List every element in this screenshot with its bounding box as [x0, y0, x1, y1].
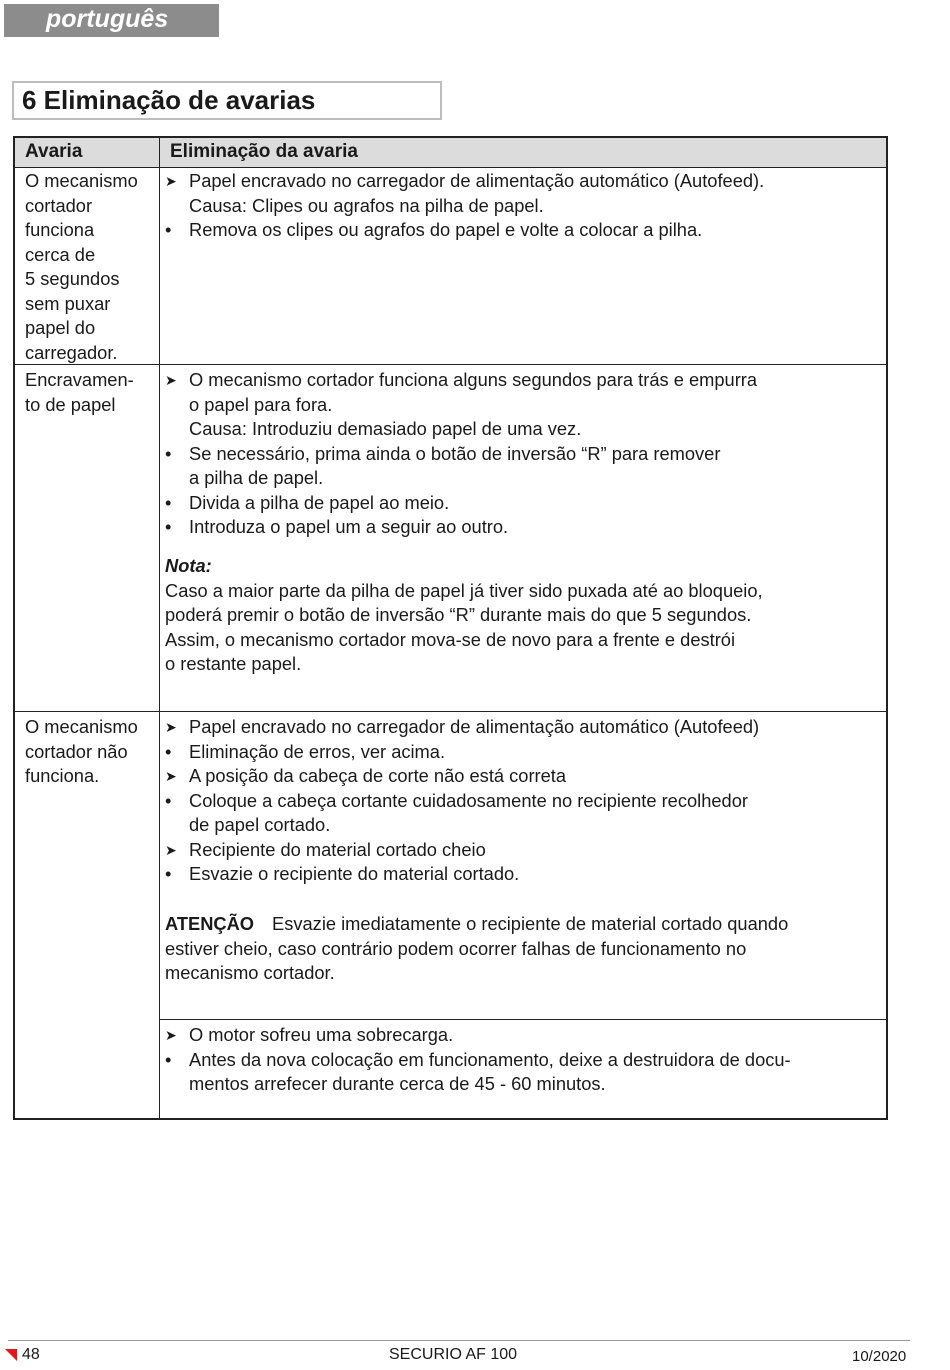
- attention-block: ATENÇÃO Esvazie imediatamente o recipiente de material cortado quando estiver cheio, caso contrário podem ocorrer falhas de funcionamento no mecanismo cortador.: [165, 913, 789, 983]
- arrow-icon: ➤: [165, 173, 177, 189]
- arrow-icon: ➤: [165, 841, 177, 858]
- fix-cell: ➤ O motor sofreu uma sobrecarga. • Antes da nova colocação em funcionamento, deixe a destruidora de docu- mentos arrefecer durante cerca de 45 - 60 minutos.: [165, 1024, 791, 1094]
- language-tab: português: [4, 4, 219, 37]
- column-divider: [159, 138, 160, 1118]
- bullet-icon: •: [165, 863, 172, 884]
- troubleshooting-table: [13, 136, 888, 1120]
- fix-cell: ➤ Papel encravado no carregador de alimentação automático (Autofeed) • Eliminação de erros, ver acima. ➤ A posição da cabeça de corte não está correta • Coloque a cabeça cortante cuidadosamente no recipiente recolhedor de papel cortado. ➤ Recipiente do material cortado cheio • Esvazie o recipiente do material cortado.: [165, 715, 759, 887]
- fault-cell: Encravamen- to de papel: [25, 369, 134, 415]
- product-name: SECURIO AF 100: [389, 1346, 518, 1363]
- bullet-icon: •: [165, 442, 172, 464]
- table-header: [15, 138, 886, 168]
- bullet-icon: •: [165, 491, 172, 513]
- column-header-fix: Eliminação da avaria: [170, 141, 358, 162]
- arrow-icon: ➤: [165, 1027, 177, 1043]
- footer-divider: [8, 1340, 910, 1341]
- column-header-fault: Avaria: [25, 141, 83, 162]
- bullet-icon: •: [165, 219, 172, 240]
- fault-cell: O mecanismo cortador não funciona.: [25, 716, 138, 786]
- section-title: 6 Eliminação de avarias: [12, 81, 442, 120]
- row-divider: [15, 711, 886, 712]
- page-number: 48: [22, 1346, 40, 1363]
- bullet-icon: •: [165, 789, 172, 811]
- fix-cell: ➤ Papel encravado no carregador de alimentação automático (Autofeed). Causa: Clipes ou agrafos na pilha de papel. • Remova os clipes ou agrafos do papel e volte a colocar a pilha.: [165, 169, 764, 243]
- arrow-icon: ➤: [165, 768, 177, 784]
- fix-cell: ➤ O mecanismo cortador funciona alguns segundos para trás e empurra o papel para fora. Causa: Introduziu demasiado papel de uma vez. • Se necessário, prima ainda o botão de inversão “R” para remover a pilha de papel. • Divida a pilha de papel ao meio. • Introduza o papel um a seguir ao outro.: [165, 368, 757, 540]
- arrow-icon: ➤: [165, 719, 177, 735]
- arrow-icon: ➤: [165, 372, 177, 388]
- corner-mark-icon: [5, 1349, 17, 1361]
- attention-label: ATENÇÃO: [165, 913, 255, 934]
- note-block: Nota: Caso a maior parte da pilha de papel já tiver sido puxada até ao bloqueio, poderá premir o botão de inversão “R” durante mais do que 5 segundos. Assim, o mecanismo cortador mova-se de novo para a frente e destrói o restante papel.: [165, 555, 763, 674]
- fault-cell: O mecanismo cortador funciona cerca de 5 segundos sem puxar papel do carregador.: [25, 170, 138, 363]
- row-divider: [159, 1019, 886, 1020]
- bullet-icon: •: [165, 1048, 172, 1070]
- document-date: 10/2020: [852, 1348, 907, 1365]
- bullet-icon: •: [165, 516, 172, 537]
- row-divider: [15, 364, 886, 365]
- bullet-icon: •: [165, 740, 172, 762]
- note-title: Nota:: [165, 555, 212, 576]
